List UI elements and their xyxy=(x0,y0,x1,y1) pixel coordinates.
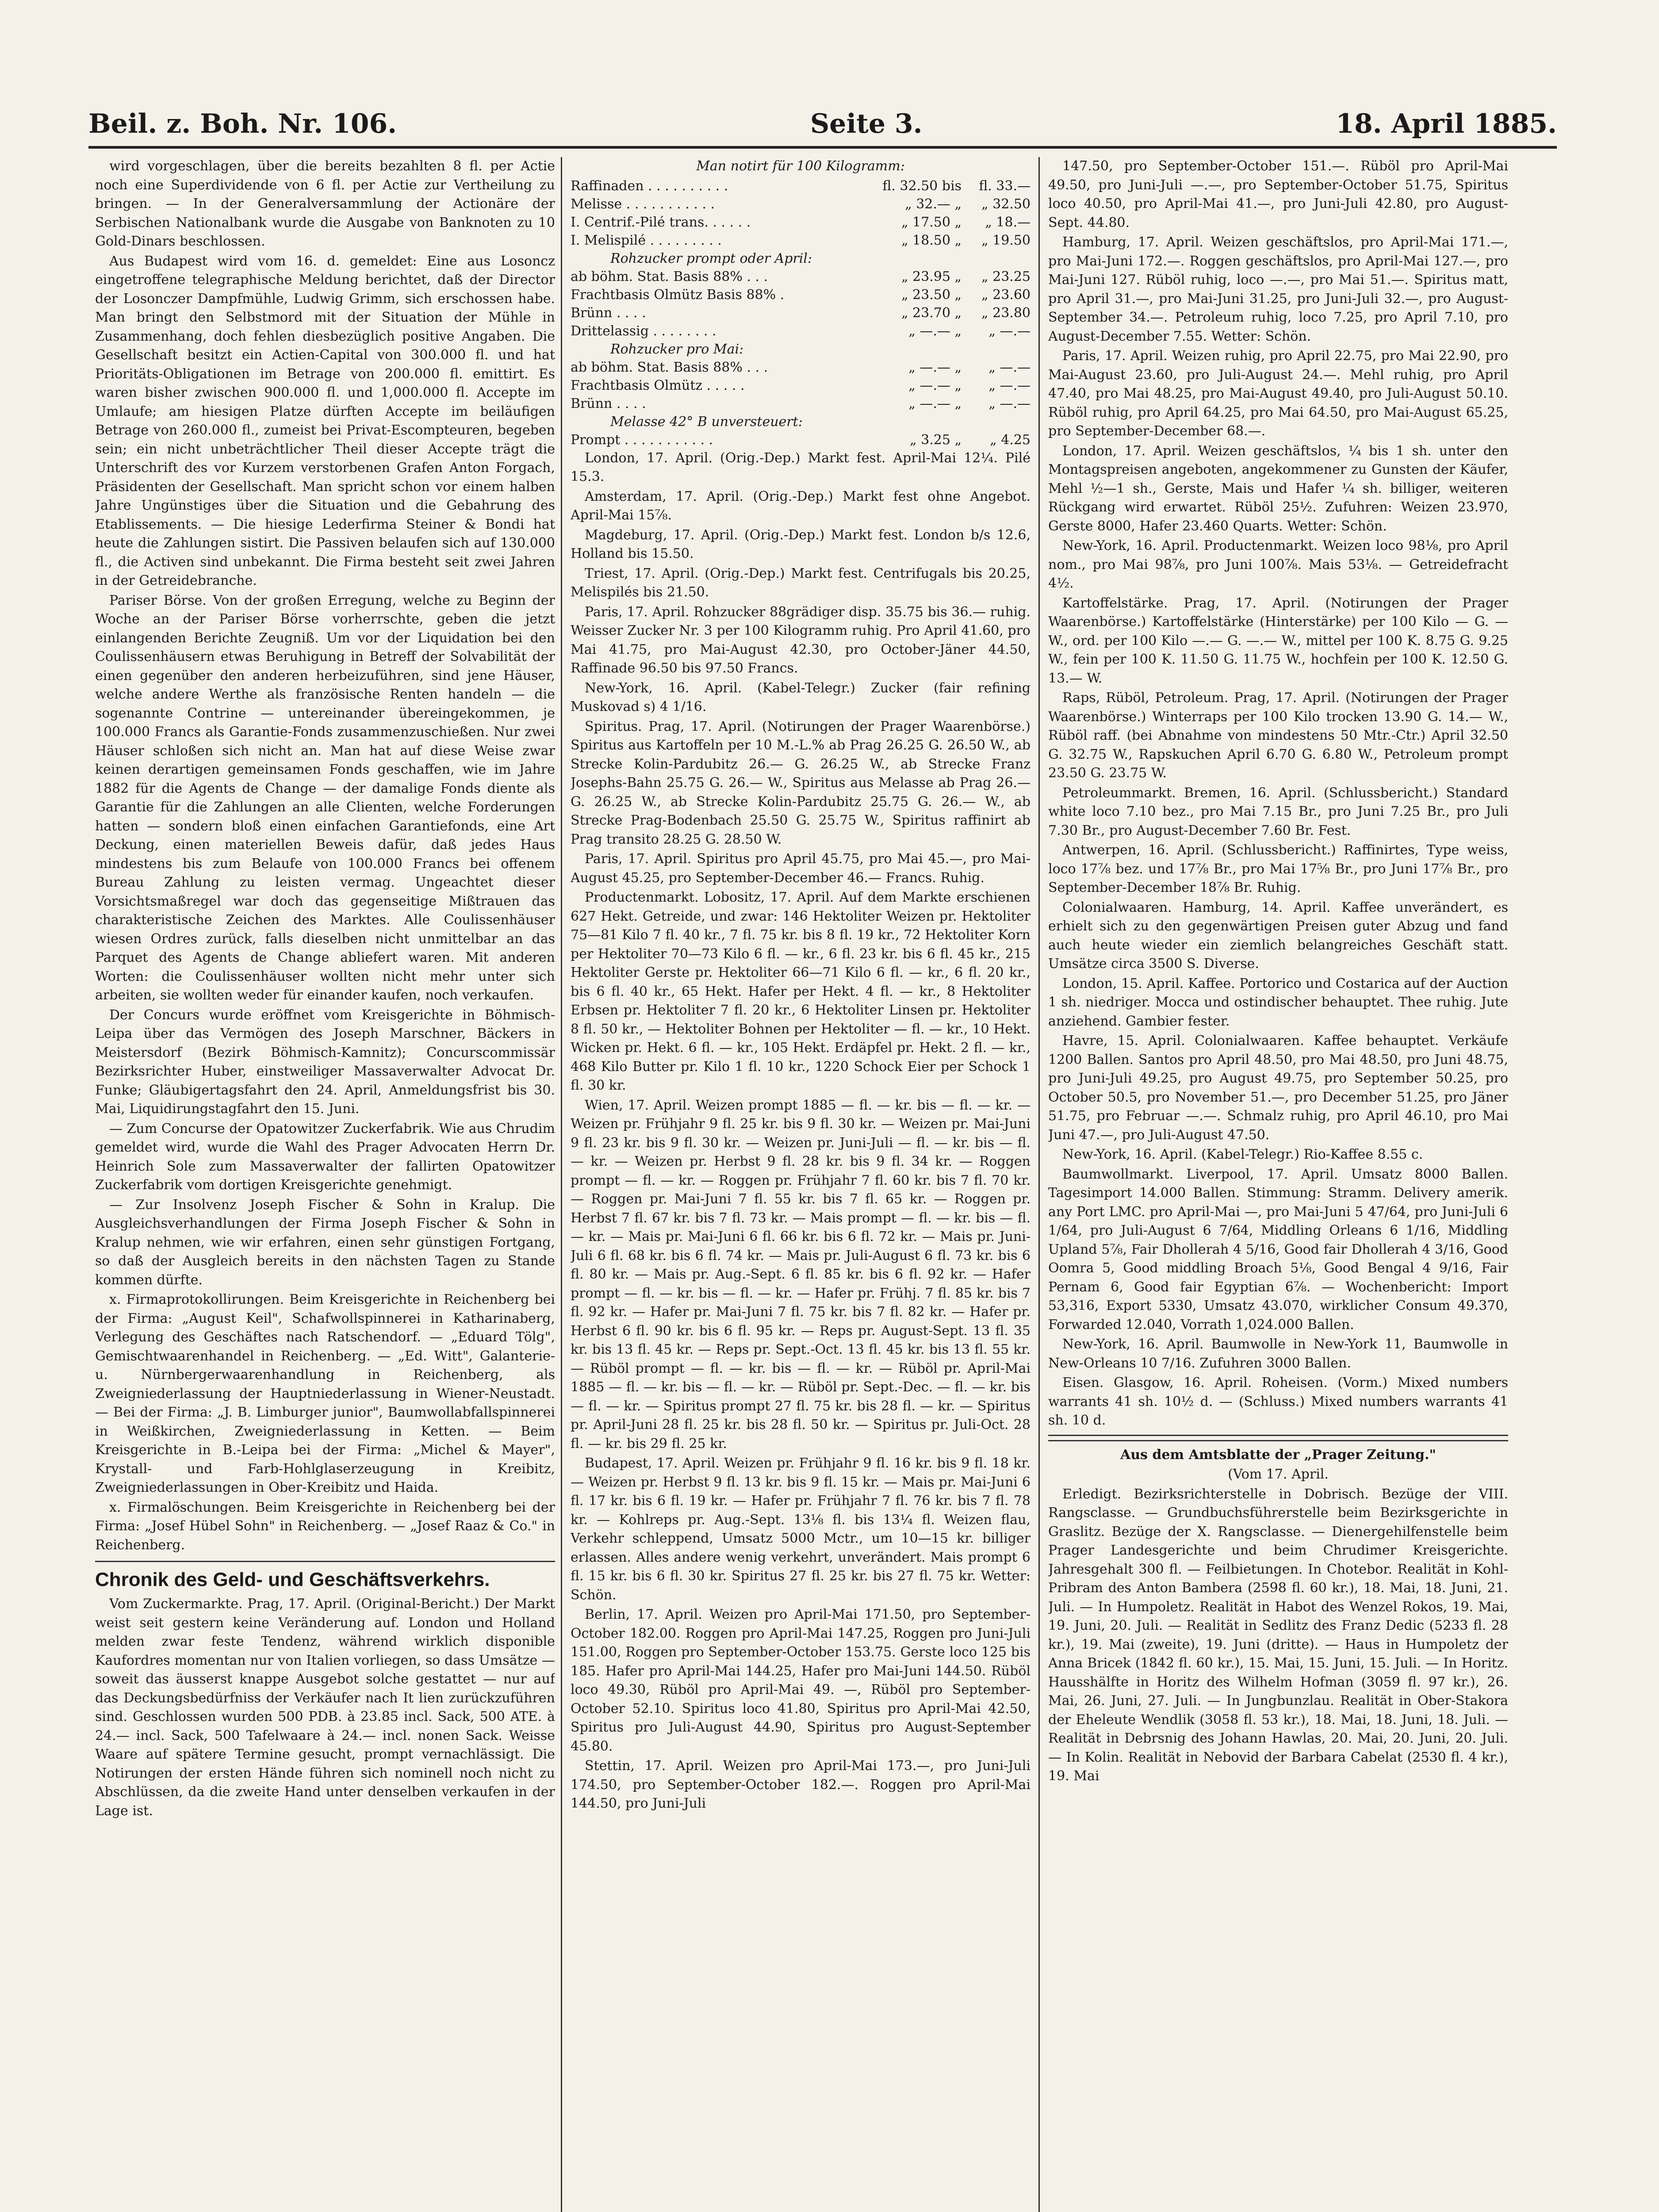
market-report: New-York, 16. April. Productenmarkt. Weizen loco 98⅛, pro April nom., pro Mai 98⅞, pro Juni 100⅞. Mais 53⅛. — Getreidefracht 4½. xyxy=(1048,538,1508,591)
article-paragraph: — Zum Concurse der Opatowitzer Zuckerfabrik. Wie aus Chrudim gemeldet wird, wurde die Wahl des Prager Advocaten Herrn Dr. Heinrich Sole zum Massaverwalter der fallirten Opatowitzer Zuckerfabrik vom dortigen Kreisgerichte genehmigt. xyxy=(95,1121,555,1193)
price-value: „ 17.50 „ xyxy=(901,214,962,230)
article-paragraph: Vom Zuckermarkte. Prag, 17. April. (Original-Bericht.) Der Markt weist seit gestern keine Veränderung auf. London und Holland melden zwar feste Tendenz, während wirklich disponible Kaufordres momentan nur von Italien vorliegen, so dass Umsätze — soweit das äusserst knappe Ausgebot solche gestattet — nur auf das Deckungsbedürfniss der Verkäufer nach It lien zurückzuführen sind. Geschlossen wurden 500 PDB. à 23.85 incl. Sack, 500 ATE. à 24.— incl. Sack, 500 Tafelwaare à 24.— incl. nonen Sack. Weisse Waare auf spätere Termine gesucht, prompt vernachlässigt. Die Notirungen der ersten Hände führen sich nominell noch nicht zu Abschlüssen, da die zweite Hand unter denselben verkaufen in der Lage ist. xyxy=(95,1596,555,1819)
price-row xyxy=(571,177,1031,195)
column-2 xyxy=(571,157,1031,2212)
article-paragraph: wird vorgeschlagen, über die bereits bezahlten 8 fl. per Actie noch eine Superdividende von 6 fl. per Actie zur Vertheilung zu bringen. — In der Generalversammlung der Actionäre der Serbischen Nationalbank wurde die Ausgabe von Banknoten zu 10 Gold-Dinars beschlossen. xyxy=(95,158,555,249)
market-report: 147.50, pro September-October 151.—. Rüböl pro April-Mai 49.50, pro Juni-Juli —.—, pro September-October 51.75, Spiritus loco 40.50, pro April-Mai 41.—, pro Juni-Juli 42.80, pro August-Sept. 44.80. xyxy=(1048,158,1508,230)
market-report: Kartoffelstärke. Prag, 17. April. (Notirungen der Prager Waarenbörse.) Kartoffelstärke (Hinterstärke) per 100 Kilo — G. — W., ord. per 100 Kilo —.— G. —.— W., mittel per 100 K. 8.75 G. 9.25 W., fein per 100 K. 11.50 G. 11.75 W., hochfein per 100 K. 12.50 G. 13.— W. xyxy=(1048,595,1508,686)
market-report: Hamburg, 17. April. Weizen geschäftslos, pro April-Mai 171.—, pro Mai-Juni 172.—. Roggen geschäftslos, pro April-Mai 127.—, pro Mai-Juni 127. Rüböl ruhig, loco —.—, pro Mai 51.—. Spiritus matt, pro April 31.—, pro Mai-Juni 31.25, pro Juni-Juli 32.—, pro August-September 34.—. Petroleum ruhig, loco 7.25, pro April 7.10, pro August-December 7.55. Wetter: Schön. xyxy=(1048,234,1508,344)
price-value: „ 18.— xyxy=(985,214,1031,230)
price-value: „ —.— xyxy=(989,359,1031,375)
price-value: „ 18.50 „ xyxy=(901,232,962,248)
price-value: „ 23.95 „ xyxy=(901,269,962,284)
header-rule xyxy=(88,146,1557,149)
market-report: Petroleummarkt. Bremen, 16. April. (Schlussbericht.) Standard white loco 7.10 bez., pro Mai 7.15 Br., pro Juni 7.25 Br., pro Juli 7.30 Br., pro August-December 7.60 Br. Fest. xyxy=(1048,785,1508,838)
price-item: Frachtbasis Olmütz . . . . . xyxy=(571,377,745,393)
issue-date: 18. April 1885. xyxy=(1336,108,1557,139)
price-value: „ —.— xyxy=(989,377,1031,393)
price-row xyxy=(571,268,1031,286)
section-rule xyxy=(1048,1435,1508,1441)
article-paragraph: x. Firmaprotokollirungen. Beim Kreisgerichte in Reichenberg bei der Firma: „August Keil", Schafwollspinnerei in Katharinaberg, Verlegung des Geschäftes nach Ratschendorf. — „Eduard Tölg", Gemischtwaarenhandel in Reichenberg. — „Ed. Witt", Galanterie- u. Nürnbergerwaarenhandlung in Reichenberg, als Zweigniederlassung der Hauptniederlassung in Wiener-Neustadt. — Bei der Firma: „J. B. Limburger junior", Baumwollabfallspinnerei in Weißkirchen, Zweigniederlassung in Ketten. — Beim Kreisgerichte in B.-Leipa bei der Firma: „Michel & Mayer", Krystall- und Farb-Hohlglaserzeugung in Kreibitz, Zweigniederlassungen in Ober-Kreibitz und Haida. xyxy=(95,1292,555,1495)
price-value: „ 32.— „ xyxy=(905,196,962,212)
price-item: Raffinaden . . . . . . . . . . xyxy=(571,178,728,194)
market-report: Spiritus. Prag, 17. April. (Notirungen der Prager Waarenbörse.) Spiritus aus Kartoffeln per 10 M.-L.% ab Prag 26.25 G. 26.50 W., ab Strecke Kolin-Pardubitz 26.— G. 26.25 W., ab Strecke Franz Josephs-Bahn 25.75 G. 26.— W., Spiritus aus Melasse ab Prag 26.— G. 26.25 W., ab Strecke Kolin-Pardubitz 25.75 G. 26.— W., ab Strecke Prag-Bodenbach 25.50 G. 25.75 W., Spiritus raffinirt ab Prag transito 28.25 G. 28.50 W. xyxy=(571,718,1031,847)
price-value: „ —.— xyxy=(989,323,1031,339)
market-report: Amsterdam, 17. April. (Orig.-Dep.) Markt fest ohne Angebot. April-Mai 15⅞. xyxy=(571,488,1031,523)
market-report: Baumwollmarkt. Liverpool, 17. April. Umsatz 8000 Ballen. Tagesimport 14.000 Ballen. Stimmung: Stramm. Delivery amerik. any Port LMC. pro April-Mai —, pro Mai-Juni 5 47/64, pro Juni-Juli 6 1/64, pro Juli-August 6 7/64, Middling Orleans 6 1/16, Middling Upland 5⅞, Fair Dhollerah 4 5/16, Good fair Dhollerah 4 3/16, Good Oomra 5, Good middling Broach 5⅛, Good Bengal 4 9/16, Fair Pernam 6, Good fair Egyptian 6⅞. — Wochenbericht: Import 53,316, Export 5330, Umsatz 43.070, wirklicher Consum 49.370, Forwarded 12.040, Vorrath 1,024.000 Ballen. xyxy=(1048,1166,1508,1333)
article-paragraph: Der Concurs wurde eröffnet vom Kreisgerichte in Böhmisch-Leipa über das Vermögen des Joseph Marschner, Bäckers in Meistersdorf (Bezirk Böhmisch-Kamnitz); Concurscommissär Bezirksrichter Huber, einstweiliger Massaverwalter Advocat Dr. Funke; Gläubigertagsfahrt den 24. April, Anmeldungsfrist bis 30. Mai, Liquidirungstagfahrt den 15. Juni. xyxy=(95,1007,555,1117)
price-row xyxy=(571,413,1031,431)
market-report: Budapest, 17. April. Weizen pr. Frühjahr 9 fl. 16 kr. bis 9 fl. 18 kr. — Weizen pr. Herbst 9 fl. 13 kr. bis 9 fl. 15 kr. — Mais pr. Mai-Juni 6 fl. 17 kr. bis 6 fl. 19 kr. — Hafer pr. Frühjahr 7 fl. 76 kr. bis 7 fl. 78 kr. — Kohlreps pr. Aug.-Sept. 13⅛ fl. bis 13¼ fl. Weizen flau, Verkehr schleppend, Umsatz 5000 Mctr., um 10—15 kr. billiger erlassen. Alles andere wenig verkehrt, unverändert. Mais prompt 6 fl. 15 kr. bis 6 fl. 30 kr. Spiritus 27 fl. 25 kr. bis 27 fl. 75 kr. Wetter: Schön. xyxy=(571,1455,1031,1603)
article-paragraph: x. Firmalöschungen. Beim Kreisgerichte in Reichenberg bei der Firma: „Josef Hübel Sohn" in Reichenberg. — „Josef Raaz & Co." in Reichenberg. xyxy=(95,1499,555,1553)
market-report: Paris, 17. April. Spiritus pro April 45.75, pro Mai 45.—, pro Mai-August 45.25, pro September-December 46.— Francs. Ruhig. xyxy=(571,851,1031,886)
price-value: „ 32.50 xyxy=(981,196,1031,212)
price-subheading: Melasse 42° B unversteuert: xyxy=(610,414,803,430)
price-item: I. Centrif.-Pilé trans. . . . . . xyxy=(571,214,751,230)
price-item: Brünn . . . . xyxy=(571,396,646,411)
price-row xyxy=(571,358,1031,376)
price-subheading: Rohzucker prompt oder April: xyxy=(610,250,812,266)
article-paragraph: Aus Budapest wird vom 16. d. gemeldet: Eine aus Losoncz eingetroffene telegraphische Meldung berichtet, daß der Director der Losonczer Dampfmühle, Ludwig Grimm, sich erschossen habe. Man bringt den Selbstmord mit der Situation der Mühle in Zusammenhang, doch fehlen diesbezüglich positive Angaben. Die Gesellschaft besitzt ein Actien-Capital von 300.000 fl. und hat Prioritäts-Obligationen im Betrage von 200.000 fl. emittirt. Es waren bisher zwischen 900.000 fl. und 1,000.000 fl. Accepte im Umlaufe; am hiesigen Platze dürften Accepte im beiläufigen Betrage von 260.000 fl., zumeist bei Privat-Escompteuren, begeben sein; ein nicht unbeträchtlicher Theil dieser Accepte trägt die Unterschrift des vor Kurzem verstorbenen Grafen Anton Forgach, Präsidenten der Gesellschaft. Man spricht schon vor einem halben Jahre Ungünstiges über die Situation und die Gebahrung des Etablissements. — Die hiesige Lederfirma Steiner & Bondi hat heute die Zahlungen sistirt. Die Passiven belaufen sich auf 130.000 fl., die Activen sind unbekannt. Die Firma besteht seit zwei Jahren in der Getreidebranche. xyxy=(95,253,555,588)
market-report: Triest, 17. April. (Orig.-Dep.) Markt fest. Centrifugals bis 20.25, Melispilés bis 21.50. xyxy=(571,565,1031,600)
price-item: ab böhm. Stat. Basis 88% . . . xyxy=(571,359,768,375)
price-row xyxy=(571,322,1031,340)
column-3 xyxy=(1048,157,1508,2212)
price-value: „ —.— xyxy=(989,396,1031,411)
price-value: „ —.— „ xyxy=(908,323,962,339)
section-rule xyxy=(95,1561,555,1562)
price-row xyxy=(571,250,1031,268)
price-row xyxy=(571,340,1031,358)
price-value: „ 23.50 „ xyxy=(901,287,962,303)
price-value: „ 4.25 xyxy=(990,432,1031,448)
price-row xyxy=(571,286,1031,304)
market-report: Productenmarkt. Lobositz, 17. April. Auf dem Markte erschienen 627 Hekt. Getreide, und zwar: 146 Hektoliter Weizen pr. Hektoliter 75—81 Kilo 7 fl. 40 kr., 7 fl. 75 kr. bis 8 fl. 19 kr., 72 Hektoliter Korn per Hektoliter 70—73 Kilo 6 fl. — kr., 6 fl. 23 kr. bis 6 fl. 45 kr., 215 Hektoliter Gerste pr. Hektoliter 66—71 Kilo 6 fl. — kr., 6 fl. 20 kr., bis 6 fl. 40 kr., 65 Hekt. Hafer per Hekt. 4 fl. — kr., 8 Hektoliter Erbsen pr. Hektoliter 7 fl. 20 kr., 6 Hektoliter Linsen pr. Hektoliter 8 fl. 50 kr., — Hektoliter Bohnen per Hektoliter — fl. — kr., 10 Hekt. Wicken pr. Hekt. 6 fl. — kr., 105 Hekt. Erdäpfel pr. Hekt. 2 fl. — kr., 468 Kilo Butter pr. Kilo 1 fl. 10 kr., 1220 Schock Eier per Schock 1 fl. 30 kr. xyxy=(571,890,1031,1093)
price-item: Melisse . . . . . . . . . . . xyxy=(571,196,715,212)
price-item: Drittelassig . . . . . . . . xyxy=(571,323,716,339)
market-report: Havre, 15. April. Colonialwaaren. Kaffee behauptet. Verkäufe 1200 Ballen. Santos pro April 48.50, pro Mai 48.50, pro Juni 48.75, pro Juni-Juli 49.25, pro August 49.75, pro September 50.25, pro October 50.5, pro November 51.—, pro December 51.25, pro Jäner 51.75, pro Februar —.—. Schmalz ruhig, pro April 46.10, pro Mai Juni 47.—, pro Juli-August 47.50. xyxy=(1048,1033,1508,1143)
price-item: I. Melispilé . . . . . . . . . xyxy=(571,232,722,248)
market-report: Antwerpen, 16. April. (Schlussbericht.) Raffinirtes, Type weiss, loco 17⅞ bez. und 17⅞ Br., pro Mai 17⅝ Br., pro Juni 17⅞ Br., pro September-December 18⅞ Br. Ruhig. xyxy=(1048,842,1508,895)
market-report: London, 15. April. Kaffee. Portorico und Costarica auf der Auction 1 sh. niedriger. Mocca und ostindischer behauptet. Thee ruhig. Jute anziehend. Gambier fester. xyxy=(1048,975,1508,1029)
section-date: (Vom 17. April. xyxy=(1228,1467,1329,1482)
price-value: „ 23.80 xyxy=(981,305,1031,321)
price-value: „ 23.60 xyxy=(981,287,1031,303)
price-value: „ 23.70 „ xyxy=(901,305,962,321)
price-item: ab böhm. Stat. Basis 88% . . . xyxy=(571,269,768,284)
price-item: Prompt . . . . . . . . . . . xyxy=(571,432,713,448)
price-value: „ 3.25 „ xyxy=(910,432,962,448)
market-report: London, 17. April. (Orig.-Dep.) Markt fest. April-Mai 12¼. Pilé 15.3. xyxy=(571,450,1031,484)
column-1 xyxy=(95,157,555,2212)
article-paragraph: — Zur Insolvenz Joseph Fischer & Sohn in Kralup. Die Ausgleichsverhandlungen der Firma Joseph Fischer & Sohn in Kralup nehmen, wie wir erfahren, einen sehr günstigen Fortgang, so daß der Ausgleich bereits in den nächsten Tagen zu Stande kommen dürfte. xyxy=(95,1197,555,1288)
running-head xyxy=(88,100,1557,148)
price-table-title: Man notirt für 100 Kilogramm: xyxy=(696,158,905,174)
market-report: Wien, 17. April. Weizen prompt 1885 — fl. — kr. bis — fl. — kr. — Weizen pr. Frühjahr 9 fl. 25 kr. bis 9 fl. 30 kr. — Weizen pr. Mai-Juni 9 fl. 23 kr. bis 9 fl. 30 kr. — Weizen pr. Juni-Juli — fl. — kr. bis — fl. — kr. — Weizen pr. Herbst 9 fl. 28 kr. bis 9 fl. 34 kr. — Roggen prompt — fl. — kr. — Roggen pr. Frühjahr 7 fl. 60 kr. bis 7 fl. 70 kr. — Roggen pr. Mai-Juni 7 fl. 55 kr. bis 7 fl. 65 kr. — Roggen pr. Herbst 7 fl. 67 kr. bis 7 fl. 73 kr. — Mais prompt — fl. — kr. bis — fl. — kr. — Mais pr. Mai-Juni 6 fl. 66 kr. bis 6 fl. 72 kr. — Mais pr. Juni-Juli 6 fl. 68 kr. bis 6 fl. 74 kr. — Mais pr. Juli-August 6 fl. 73 kr. bis 6 fl. 80 kr. — Mais pr. Aug.-Sept. 6 fl. 85 kr. bis 6 fl. 92 kr. — Hafer prompt — fl. — kr. bis — fl. — kr. — Hafer pr. Frühj. 7 fl. 85 kr. bis 7 fl. 92 kr. — Hafer pr. Mai-Juni 7 fl. 75 kr. bis 7 fl. 82 kr. — Hafer pr. Herbst 6 fl. 90 kr. bis 6 fl. 95 kr. — Reps pr. August-Sept. 13 fl. 35 kr. bis 13 fl. 45 kr. — Reps pr. Sept.-Oct. 13 fl. 45 kr. bis 13 fl. 55 kr. — Rüböl prompt — fl. — kr. bis — fl. — kr. — Rüböl pr. April-Mai 1885 — fl. — kr. bis — fl. — kr. — Rüböl pr. Sept.-Dec. — fl. — kr. bis — fl. — kr. — Spiritus prompt 27 fl. 75 kr. bis 28 fl. — kr. — Spiritus pr. April-Juni 28 fl. 25 kr. bis 28 fl. 50 kr. — Spiritus pr. Juli-Oct. 28 fl. — kr. bis 29 fl. 25 kr. xyxy=(571,1097,1031,1452)
supplement-number: Beil. z. Boh. Nr. 106. xyxy=(88,108,397,139)
market-report: New-York, 16. April. (Kabel-Telegr.) Zucker (fair refining Muskovad s) 4 1/16. xyxy=(571,680,1031,714)
price-row xyxy=(571,395,1031,413)
price-value: „ —.— „ xyxy=(908,359,962,375)
price-row xyxy=(571,376,1031,395)
section-title: Aus dem Amtsblatte der „Prager Zeitung." xyxy=(1120,1447,1437,1463)
price-row xyxy=(571,195,1031,213)
price-value: fl. 33.— xyxy=(979,178,1031,194)
market-report: New-York, 16. April. Baumwolle in New-York 11, Baumwolle in New-Orleans 10 7/16. Zufuhren 3000 Ballen. xyxy=(1048,1336,1508,1371)
price-row xyxy=(571,213,1031,231)
market-report: London, 17. April. Weizen geschäftslos, ¼ bis 1 sh. unter den Montagspreisen angeboten, angekommener zu Gunsten der Käufer, Mehl ½—1 sh., Gerste, Mais und Hafer ¼ sh. billiger, weiteren Rückgang wird erwartet. Rüböl 25½. Zufuhren: Weizen 23.970, Gerste 8000, Hafer 23.460 Quarts. Wetter: Schön. xyxy=(1048,443,1508,534)
market-report: Paris, 17. April. Rohzucker 88grädiger disp. 35.75 bis 36.— ruhig. Weisser Zucker Nr. 3 per 100 Kilogramm ruhig. Pro April 41.60, pro Mai 41.75, pro Mai-August 42.30, pro October-Jäner 44.50, Raffinade 96.50 bis 97.50 Francs. xyxy=(571,604,1031,676)
section-title: Chronik des Geld- und Geschäftsverkehrs. xyxy=(95,1569,490,1590)
market-report: Colonialwaaren. Hamburg, 14. April. Kaffee unverändert, es erhielt sich zu den gegenwärtigen Preisen guter Abzug und fand auch heute wieder ein ziemlich belangreiches Geschäft statt. Umsätze circa 3500 S. Diverse. xyxy=(1048,899,1508,972)
market-report: Berlin, 17. April. Weizen pro April-Mai 171.50, pro September-October 182.00. Roggen pro April-Mai 147.25, Roggen pro Juni-Juli 151.00, Roggen pro September-October 153.75. Gerste loco 125 bis 185. Hafer pro April-Mai 144.25, Hafer pro Mai-Juni 144.50. Rüböl loco 49.30, Rüböl pro April-Mai 49. —, Rüböl pro September-October 52.10. Spiritus loco 41.80, Spiritus pro April-Mai 42.50, Spiritus pro Juli-August 44.90, Spiritus pro August-September 45.80. xyxy=(571,1607,1031,1754)
column-divider xyxy=(561,157,562,2212)
price-value: „ 23.25 xyxy=(981,269,1031,284)
price-value: fl. 32.50 bis xyxy=(882,178,962,194)
article-paragraph: Erledigt. Bezirksrichterstelle in Dobrisch. Bezüge der VIII. Rangsclasse. — Grundbuchsführerstelle beim Bezirksgerichte in Graslitz. Bezüge der X. Rangsclasse. — Dienergehilfenstelle beim Prager Landesgerichte und beim Chrudimer Kreisgerichte. Jahresgehalt 300 fl. — Feilbietungen. In Chotebor. Realität in Kohl-Pribram des Anton Bambera (2598 fl. 60 kr.), 18. Mai, 18. Juni, 21. Juli. — In Humpoletz. Realität in Habot des Wenzel Rokos, 19. Mai, 19. Juni, 20. Juli. — Realität in Sedlitz des Franz Dedic (5233 fl. 28 kr.), 19. Mai (zweite), 19. Juni (dritte). — Haus in Humpoletz der Anna Bricek (1842 fl. 60 kr.), 15. Mai, 15. Juni, 15. Juli. — In Horitz. Hausshälfte in Horitz des Wilhelm Hofman (3059 fl. 97 kr.), 26. Mai, 26. Juni, 27. Juli. — In Jungbunzlau. Realität in Ober-Stakora der Eheleute Wendlik (3058 fl. 53 kr.), 18. Mai, 18. Juni, 18. Juli. — Realität in Debrsnig des Johann Hawlas, 20. Mai, 20. Juni, 20. Juli. — In Kolin. Realität in Nebovid der Barbara Cabelat (2530 fl. 4 kr.), 19. Mai xyxy=(1048,1486,1508,1784)
price-item: Frachtbasis Olmütz Basis 88% . xyxy=(571,287,785,303)
price-row xyxy=(571,231,1031,250)
price-value: „ 19.50 xyxy=(981,232,1031,248)
market-report: Paris, 17. April. Weizen ruhig, pro April 22.75, pro Mai 22.90, pro Mai-August 23.60, pro Juli-August 24.—. Mehl ruhig, pro April 47.40, pro Mai 48.25, pro Mai-August 49.40, pro Juli-August 50.10. Rüböl ruhig, pro April 64.25, pro Mai 64.50, pro Mai-August 65.25, pro September-December 68.—. xyxy=(1048,348,1508,439)
market-report: New-York, 16. April. (Kabel-Telegr.) Rio-Kaffee 8.55 c. xyxy=(1062,1147,1423,1162)
page-number: Seite 3. xyxy=(810,108,923,139)
market-report: Raps, Rüböl, Petroleum. Prag, 17. April. (Notirungen der Prager Waarenbörse.) Winterraps per 100 Kilo trocken 13.90 G. 14.— W., Rüböl raff. (bei Abnahme von mindestens 50 Mtr.-Ctr.) April 32.50 G. 32.75 W., Rapskuchen April 6.70 G. 6.80 W., Petroleum prompt 23.50 G. 23.75 W. xyxy=(1048,690,1508,781)
column-divider xyxy=(1038,157,1040,2212)
market-report: Magdeburg, 17. April. (Orig.-Dep.) Markt fest. London b/s 12.6, Holland bis 15.50. xyxy=(571,527,1031,561)
market-report: Eisen. Glasgow, 16. April. Roheisen. (Vorm.) Mixed numbers warrants 41 sh. 10½ d. — (Schluss.) Mixed numbers warrants 41 sh. 10 d. xyxy=(1048,1375,1508,1428)
market-report: Stettin, 17. April. Weizen pro April-Mai 173.—, pro Juni-Juli 174.50, pro September-October 182.—. Roggen pro April-Mai 144.50, pro Juni-Juli xyxy=(571,1758,1031,1811)
price-item: Brünn . . . . xyxy=(571,305,646,321)
price-value: „ —.— „ xyxy=(908,377,962,393)
sugar-price-table xyxy=(571,177,1031,449)
price-row xyxy=(571,431,1031,449)
price-value: „ —.— „ xyxy=(908,396,962,411)
price-subheading: Rohzucker pro Mai: xyxy=(610,341,744,357)
price-row xyxy=(571,304,1031,322)
article-paragraph: Pariser Börse. Von der großen Erregung, welche zu Beginn der Woche an der Pariser Börse vorherrschte, geben die jetzt einlangenden Berichte Zeugniß. Um vor der Liquidation bei den Coulissenhäusern etwas Beruhigung in Betreff der Solvabilität der einen gegenüber den anderen herbeizuführen, sind jene Häuser, welche andere Werthe als französische Renten handeln — die sogenannte Contrine — untereinander übereingekommen, je 100.000 Francs als Garantie-Fonds zusammenzuschießen. Nur zwei Häuser schloßen sich nicht an. Man hat auf diese Weise zwar keinen derartigen gemeinsamen Fonds geschaffen, wie im Jahre 1882 für die Agents de Change — der damalige Fonds diente als Garantie für die Zahlungen an alle Clienten, welche Forderungen hatten — sondern bloß einen einfachen Garantiefonds, eine Art Deckung, einen materiellen Beweis dafür, daß jedes Haus mindestens bis zum Belaufe von 100.000 Francs bei offenem Bureau Zahlung zu leisten vermag. Ungeachtet dieser Vorsichtsmaßregel war doch das gegenseitige Mißtrauen das charakteristische Zeichen des Marktes. Alle Coulissenhäuser wiesen Ordres zurück, falls dieselben nicht unmittelbar an das Parquet des Agents de Change abliefert waren. Mit anderen Worten: die Coulissenhäuser wollten nicht mehr unter sich arbeiten, sie wollten weder für einander kaufen, noch verkaufen. xyxy=(95,592,555,1003)
